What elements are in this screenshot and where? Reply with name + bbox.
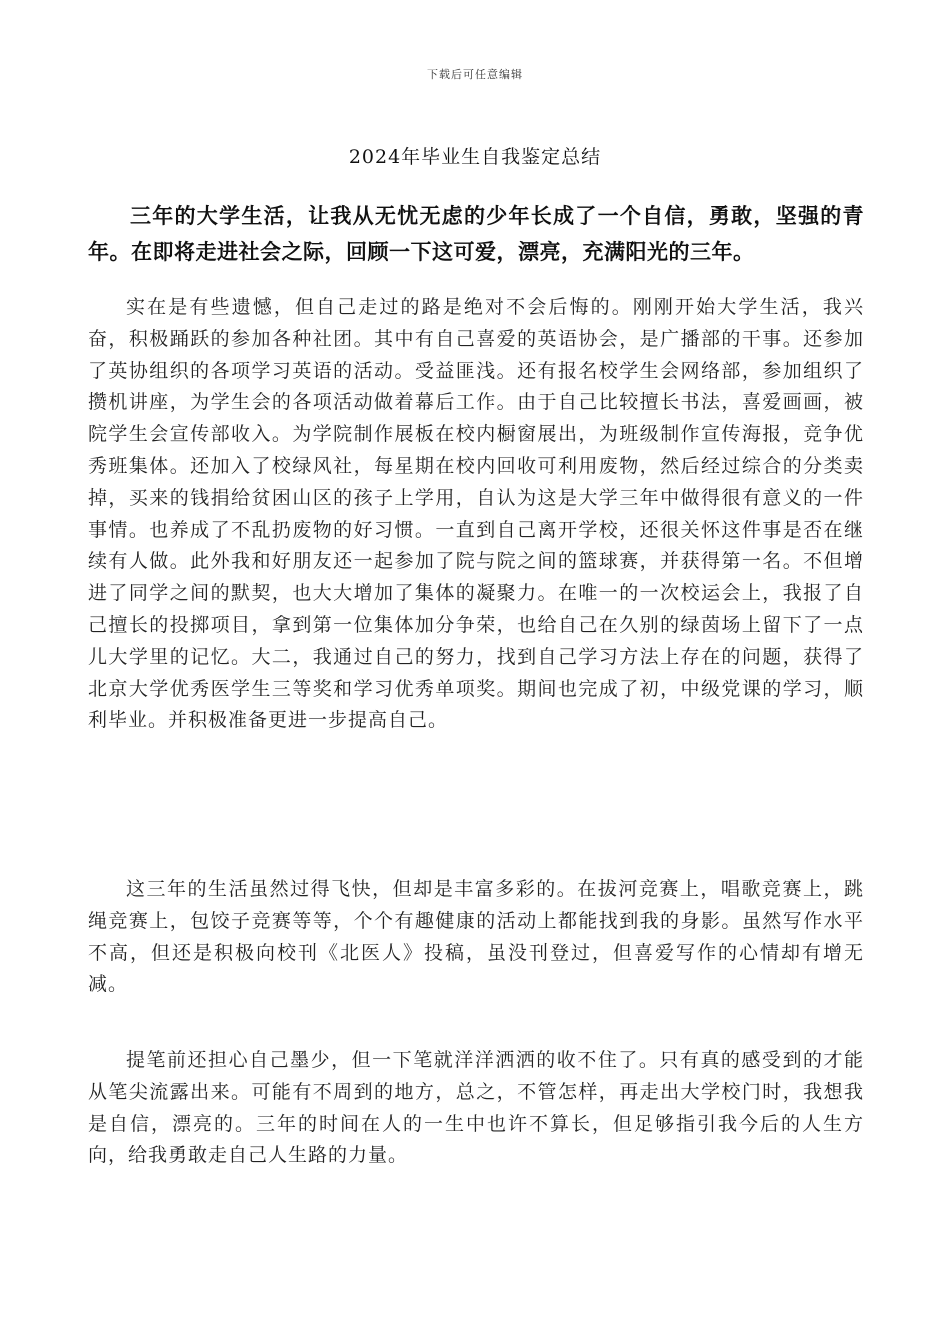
paragraph-3: 提笔前还担心自己墨少，但一下笔就洋洋洒洒的收不住了。只有真的感受到的才能从笔尖流露出来。可能有不周到的地方，总之，不管怎样，再走出大学校门时，我想我是自信，漂亮的。三年的时间在人的一生中也许不算长，但足够指引我今后的人生方向，给我勇敢走自己人生路的力量。 (88, 1049, 864, 1167)
paragraph-2: 这三年的生活虽然过得飞快，但却是丰富多彩的。在拔河竞赛上，唱歌竞赛上，跳绳竞赛上，包饺子竞赛等等，个个有趣健康的活动上都能找到我的身影。虽然写作水平不高，但还是积极向校刊《北医人》投稿，虽没刊登过，但喜爱写作的心情却有增无减。 (88, 878, 864, 996)
header-note: 下载后可任意编辑 (427, 68, 523, 81)
paragraph-1: 实在是有些遗憾，但自己走过的路是绝对不会后悔的。刚刚开始大学生活，我兴奋，积极踊跃的参加各种社团。其中有自己喜爱的英语协会，是广播部的干事。还参加了英协组织的各项学习英语的活动。受益匪浅。还有报名校学生会网络部，参加组织了攒机讲座，为学生会的各项活动做着幕后工作。由于自己比较擅长书法，喜爱画画，被院学生会宣传部收入。为学院制作展板在校内橱窗展出，为班级制作宣传海报，竞争优秀班集体。还加入了校绿风社，每星期在校内回收可利用废物，然后经过综合的分类卖掉，买来的钱捐给贫困山区的孩子上学用，自认为这是大学三年中做得很有意义的一件事情。也养成了不乱扔废物的好习惯。一直到自己离开学校，还很关怀这件事是否在继续有人做。此外我和好朋友还一起参加了院与院之间的篮球赛，并获得第一名。不但增进了同学之间的默契，也大大增加了集体的凝聚力。在唯一的一次校运会上，我报了自己擅长的投掷项目，拿到第一位集体加分争荣，也给自己在久别的绿茵场上留下了一点儿大学里的记忆。大二，我通过自己的努力，找到自己学习方法上存在的问题，获得了北京大学优秀医学生三等奖和学习优秀单项奖。期间也完成了初，中级党课的学习，顺利毕业。并积极准备更进一步提高自己。 (88, 296, 864, 732)
intro-paragraph: 三年的大学生活，让我从无忧无虑的少年长成了一个自信，勇敢，坚强的青年。在即将走进社会之际，回顾一下这可爱，漂亮，充满阳光的三年。 (88, 203, 864, 264)
document-title: 2024年毕业生自我鉴定总结 (348, 146, 602, 168)
